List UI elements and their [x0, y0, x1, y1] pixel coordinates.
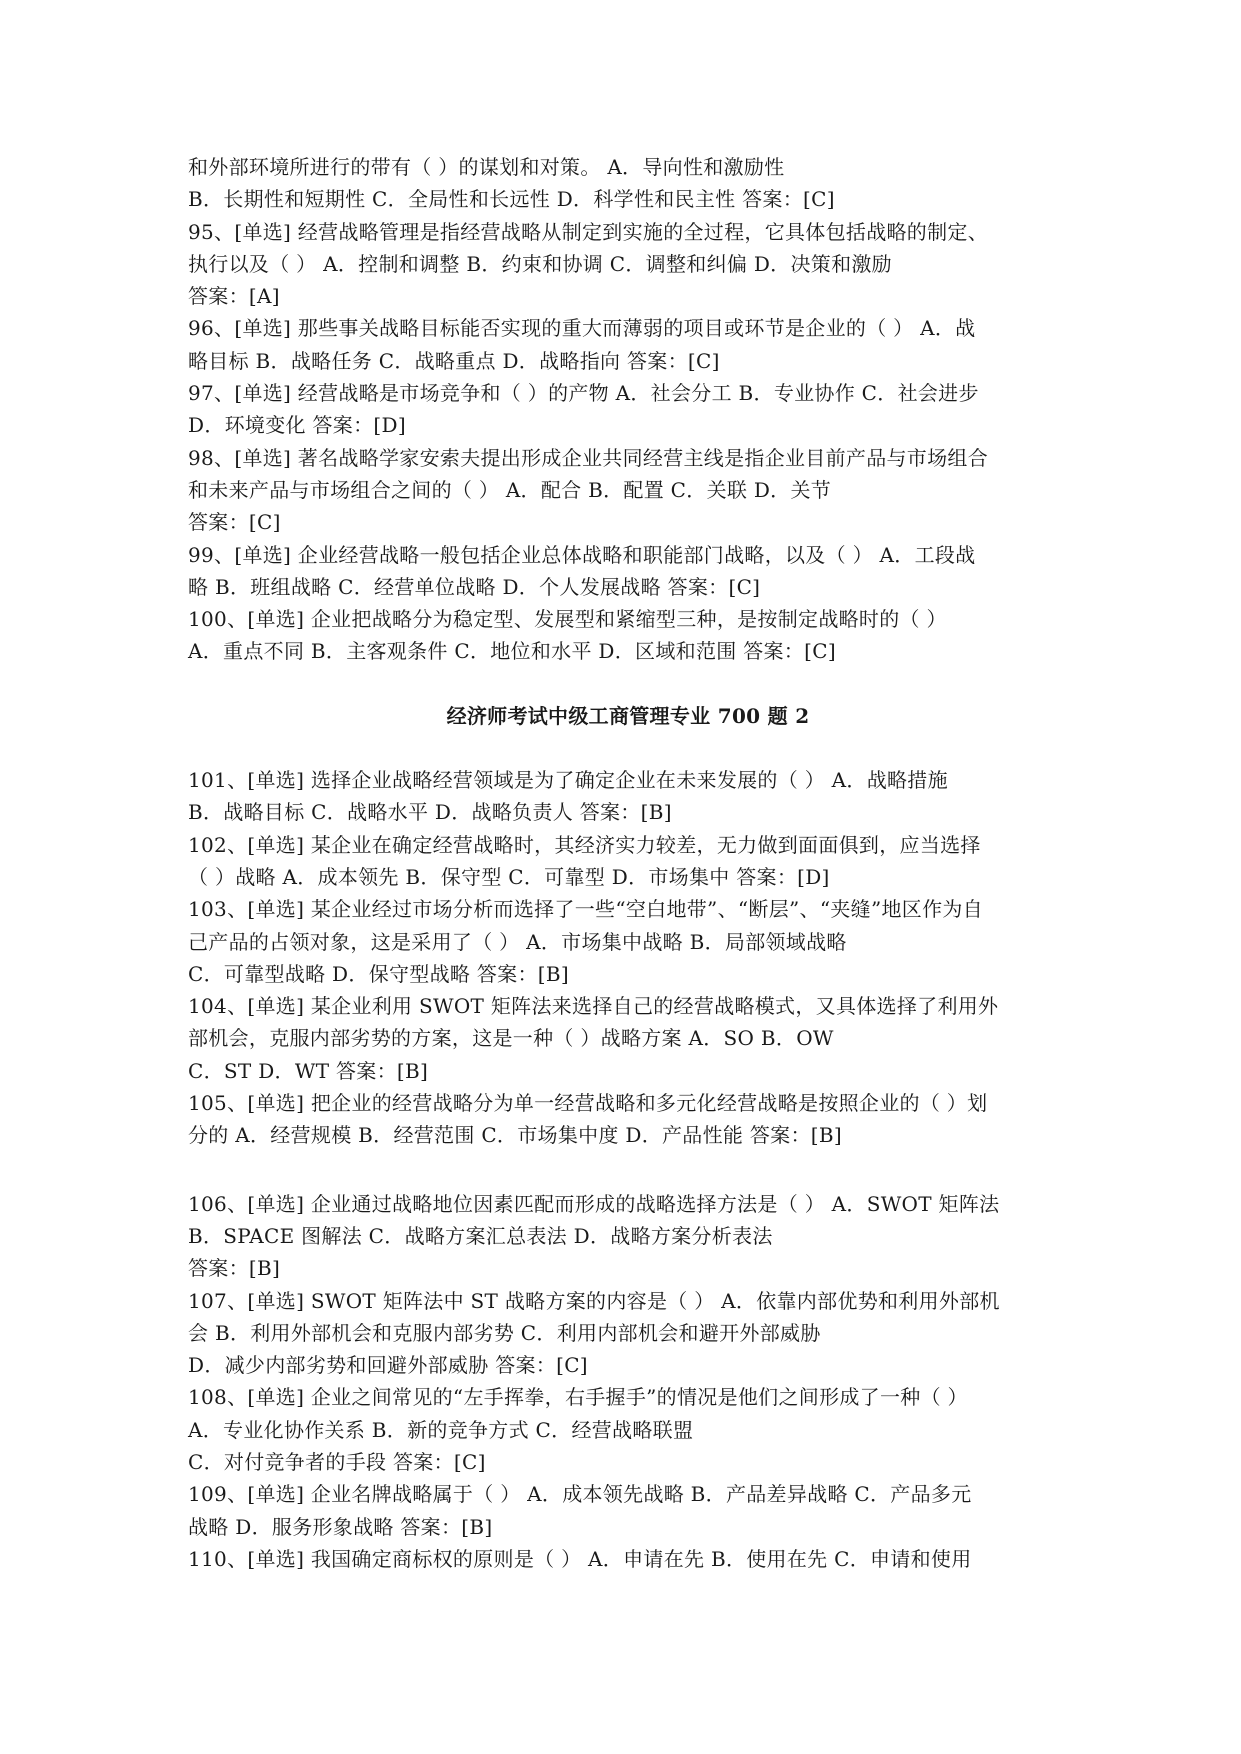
text-line: 和未来产品与市场组合之间的（ ） A．配合 B．配置 C．关联 D．关节 — [188, 477, 832, 502]
text-line: 战略 D．服务形象战略 答案：[B] — [188, 1514, 493, 1539]
text-line: A．专业化协作关系 B．新的竞争方式 C．经营战略联盟 — [188, 1417, 694, 1442]
text-line: 己产品的占领对象，这是采用了（ ） A．市场集中战略 B．局部领域战略 — [188, 929, 847, 954]
text-line: （ ）战略 A．成本领先 B．保守型 C．可靠型 D．市场集中 答案：[D] — [188, 864, 830, 889]
text-line: 103、[单选] 某企业经过市场分析而选择了一些“空白地带”、“断层”、“夹缝”地区作为自 — [188, 897, 983, 922]
text-line: 部机会，克服内部劣势的方案，这是一种（ ）战略方案 A．SO B．OW — [188, 1026, 834, 1051]
text-line: C．ST D．WT 答案：[B] — [188, 1058, 429, 1083]
text-line: 95、[单选] 经营战略管理是指经营战略从制定到实施的全过程，它具体包括战略的制定、 — [188, 219, 989, 244]
text-line: 略目标 B．战略任务 C．战略重点 D．战略指向 答案：[C] — [188, 348, 720, 373]
text-line: D．环境变化 答案：[D] — [188, 413, 406, 438]
text-line: 99、[单选] 企业经营战略一般包括企业总体战略和职能部门战略，以及（ ） A．工段战 — [188, 542, 976, 567]
text-line: 略 B．班组战略 C．经营单位战略 D．个人发展战略 答案：[C] — [188, 574, 761, 599]
text-line: 分的 A．经营规模 B．经营范围 C．市场集中度 D．产品性能 答案：[B] — [188, 1123, 842, 1148]
text-line: C．对付竞争者的手段 答案：[C] — [188, 1449, 486, 1474]
text-line: 107、[单选] SWOT 矩阵法中 ST 战略方案的内容是（ ） A．依靠内部优势和利用外部机 — [188, 1288, 1000, 1313]
question-block-b — [188, 1188, 1068, 1576]
text-line: C．可靠型战略 D．保守型战略 答案：[B] — [188, 961, 569, 986]
text-line: D．减少内部劣势和回避外部威胁 答案：[C] — [188, 1353, 588, 1378]
text-line: A．重点不同 B．主客观条件 C．地位和水平 D．区域和范围 答案：[C] — [188, 639, 836, 664]
text-line: 答案：[A] — [188, 284, 280, 309]
text-line: 100、[单选] 企业把战略分为稳定型、发展型和紧缩型三种，是按制定战略时的（ ） — [188, 607, 947, 632]
text-line: 106、[单选] 企业通过战略地位因素匹配而形成的战略选择方法是（ ） A．SWOT 矩阵法 — [188, 1191, 1000, 1216]
section-heading: 经济师考试中级工商管理专业 700 题 2 — [446, 703, 810, 728]
text-line: 97、[单选] 经营战略是市场竞争和（ ）的产物 A．社会分工 B．专业协作 C．社会进步 — [188, 381, 979, 406]
text-line: 会 B．利用外部机会和克服内部劣势 C．利用内部机会和避开外部威胁 — [188, 1320, 821, 1345]
text-line: 108、[单选] 企业之间常见的“左手挥拳，右手握手”的情况是他们之间形成了一种（ ） — [188, 1385, 968, 1410]
text-line: B．SPACE 图解法 C．战略方案汇总表法 D．战略方案分析表法 — [188, 1223, 773, 1248]
text-line: 110、[单选] 我国确定商标权的原则是（ ） A．申请在先 B．使用在先 C．申请和使用 — [188, 1546, 972, 1571]
document-body — [188, 151, 1068, 1575]
text-line: B．战略目标 C．战略水平 D．战略负责人 答案：[B] — [188, 800, 672, 825]
text-line: 答案：[B] — [188, 1256, 281, 1281]
text-line: 和外部环境所进行的带有（ ）的谋划和对策。 A．导向性和激励性 — [188, 155, 785, 179]
text-line: 102、[单选] 某企业在确定经营战略时，其经济实力较差，无力做到面面俱到，应当选择 — [188, 832, 981, 857]
text-line: 96、[单选] 那些事关战略目标能否实现的重大而薄弱的项目或环节是企业的（ ） A．战 — [188, 316, 976, 341]
text-line: 104、[单选] 某企业利用 SWOT 矩阵法来选择自己的经营战略模式，又具体选择了利用外 — [188, 994, 999, 1019]
question-block-before — [188, 151, 1068, 668]
text-line: 答案：[C] — [188, 510, 281, 535]
text-line: 105、[单选] 把企业的经营战略分为单一经营战略和多元化经营战略是按照企业的（ ）划 — [188, 1091, 988, 1116]
text-line: 109、[单选] 企业名牌战略属于（ ） A．成本领先战略 B．产品差异战略 C．产品多元 — [188, 1482, 972, 1507]
text-line: 执行以及（ ） A．控制和调整 B．约束和协调 C．调整和纠偏 D．决策和激励 — [188, 251, 892, 276]
text-line: 98、[单选] 著名战略学家安索夫提出形成企业共同经营主线是指企业目前产品与市场组合 — [188, 445, 989, 470]
question-block-a — [188, 764, 1068, 1152]
text-line: B．长期性和短期性 C．全局性和长远性 D．科学性和民主性 答案：[C] — [188, 187, 835, 212]
text-line: 101、[单选] 选择企业战略经营领域是为了确定企业在未来发展的（ ） A．战略措施 — [188, 768, 948, 793]
